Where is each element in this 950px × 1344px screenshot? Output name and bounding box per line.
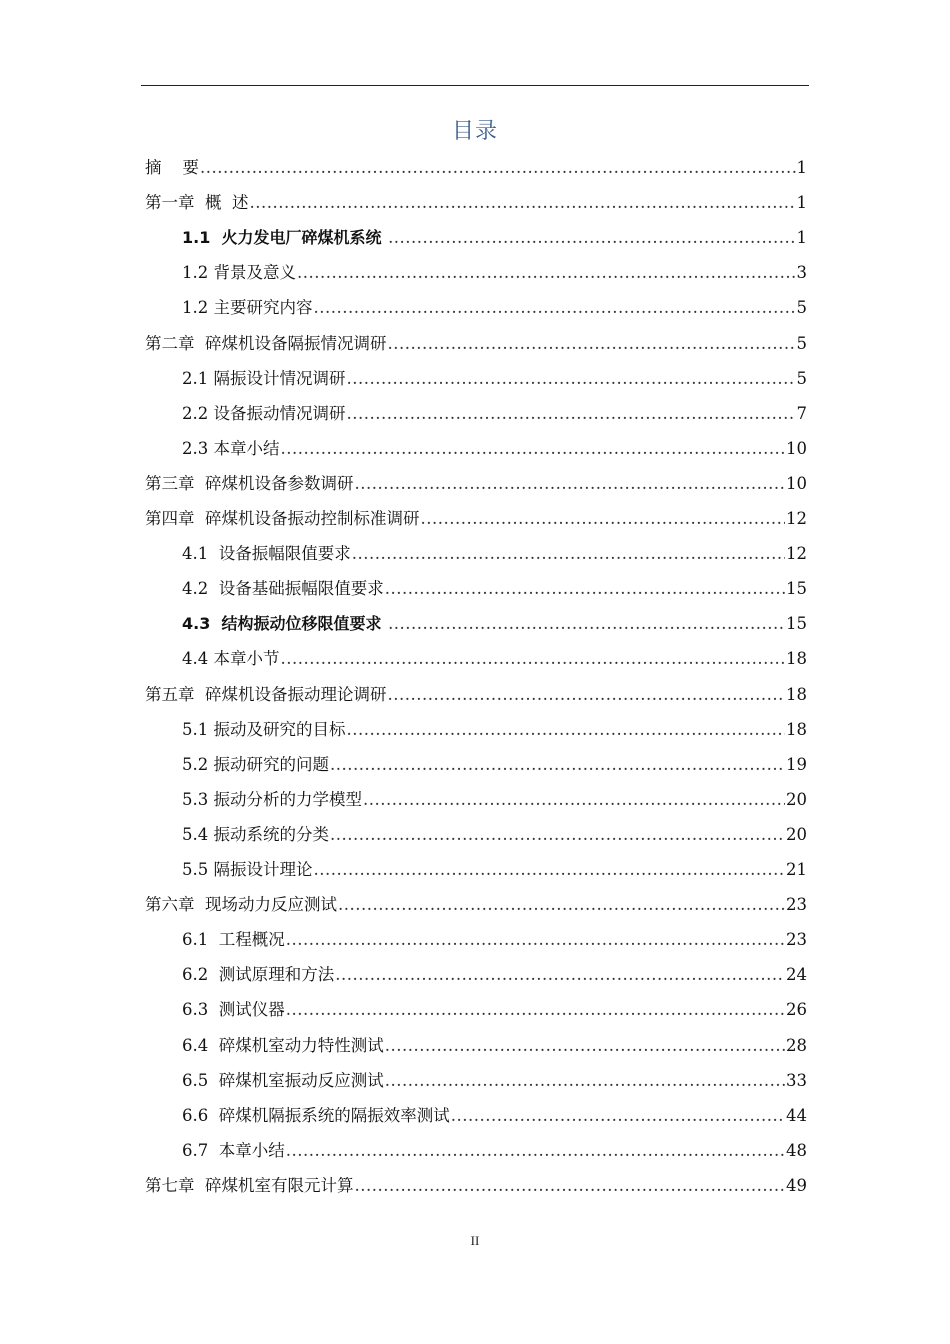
- toc-dot-leader: [335, 965, 785, 985]
- toc-dot-leader: [286, 1000, 785, 1020]
- page-title: 目录: [451, 119, 498, 144]
- toc-dot-leader: [421, 509, 786, 529]
- toc-section-entry[interactable]: [182, 784, 807, 810]
- toc-dot-leader: [347, 404, 796, 424]
- toc-entry-page: 5: [796, 368, 807, 388]
- toc-dot-leader: [338, 895, 785, 915]
- toc-entry-label: 4.4 本章小节: [182, 649, 280, 669]
- toc-entry-label: 第一章 概 述: [145, 193, 249, 213]
- toc-entry-page: 21: [786, 860, 807, 879]
- page-number: II: [470, 1233, 480, 1248]
- toc-entry-label: 5.5 隔振设计理论: [182, 860, 313, 879]
- toc-entry-page: 23: [786, 895, 807, 915]
- toc-chapter-entry[interactable]: [145, 889, 807, 915]
- toc-section-entry[interactable]: [182, 292, 807, 318]
- toc-section-entry[interactable]: [182, 924, 807, 950]
- toc-entry-page: 20: [786, 789, 807, 809]
- toc-dot-leader: [330, 825, 785, 845]
- toc-dot-leader: [388, 685, 786, 705]
- toc-entry-label: 6.1 工程概况: [182, 930, 285, 950]
- toc-section-entry[interactable]: [182, 363, 807, 389]
- toc-section-entry[interactable]: [182, 398, 807, 424]
- toc-section-entry[interactable]: [182, 714, 807, 740]
- toc-section-entry[interactable]: [182, 994, 807, 1020]
- toc-dot-leader: [249, 193, 795, 213]
- toc-dot-leader: [347, 720, 786, 740]
- toc-entry-page: 48: [786, 1140, 807, 1160]
- toc-dot-leader: [385, 1036, 785, 1056]
- toc-entry-page: 23: [786, 930, 807, 950]
- toc-section-entry[interactable]: [182, 608, 807, 634]
- toc-entry-label: 6.3 测试仪器: [182, 1000, 285, 1020]
- toc-dot-leader: [388, 334, 796, 354]
- toc-entry-page: 5: [796, 298, 807, 318]
- toc-entry-page: 26: [786, 1000, 807, 1020]
- toc-section-entry[interactable]: [182, 819, 807, 845]
- toc-dot-leader: [352, 544, 785, 564]
- toc-entry-label: 4.3 结构振动位移限值要求: [182, 614, 388, 634]
- toc-chapter-entry[interactable]: [145, 679, 807, 705]
- toc-dot-leader: [286, 930, 785, 950]
- toc-dot-leader: [200, 158, 796, 178]
- toc-entry-label: 6.7 本章小结: [182, 1140, 285, 1160]
- toc-dot-leader: [347, 369, 796, 389]
- toc-chapter-entry[interactable]: [145, 503, 807, 529]
- toc-section-entry[interactable]: [182, 573, 807, 599]
- toc-entry-page: 15: [786, 579, 807, 599]
- toc-chapter-entry[interactable]: [145, 468, 807, 494]
- toc-section-entry[interactable]: [182, 1135, 807, 1161]
- toc-entry-page: 28: [786, 1035, 807, 1055]
- toc-section-entry[interactable]: [182, 749, 807, 775]
- toc-section-entry[interactable]: [182, 1065, 807, 1091]
- toc-dot-leader: [388, 228, 795, 248]
- header-rule: [141, 85, 809, 86]
- toc-dot-leader: [314, 298, 796, 318]
- toc-entry-label: 5.4 振动系统的分类: [182, 824, 329, 844]
- toc-section-entry[interactable]: [182, 433, 807, 459]
- toc-entry-page: 33: [786, 1070, 807, 1090]
- toc-entry-page: 12: [786, 544, 807, 564]
- toc-entry-label: 第三章 碎煤机设备参数调研: [145, 473, 354, 493]
- toc-section-entry[interactable]: [182, 643, 807, 669]
- toc-section-entry[interactable]: [182, 854, 807, 880]
- toc-entry-label: 5.1 振动及研究的目标: [182, 719, 346, 739]
- toc-entry-page: 15: [786, 614, 807, 634]
- toc-entry-label: 第四章 碎煤机设备振动控制标准调研: [145, 509, 420, 528]
- toc-entry-label: 4.2 设备基础振幅限值要求: [182, 579, 384, 599]
- toc-entry-label: 摘 要: [145, 158, 199, 177]
- toc-section-entry[interactable]: [182, 257, 807, 283]
- toc-entry-label: 2.1 隔振设计情况调研: [182, 368, 346, 388]
- toc-dot-leader: [451, 1106, 785, 1126]
- toc-entry-label: 第五章 碎煤机设备振动理论调研: [145, 684, 387, 704]
- toc-entry-label: 5.2 振动研究的问题: [182, 754, 329, 774]
- toc-section-entry[interactable]: [182, 1100, 807, 1126]
- toc-dot-leader: [385, 1071, 785, 1091]
- toc-entry-label: 6.4 碎煤机室动力特性测试: [182, 1035, 384, 1055]
- toc-entry-label: 6.5 碎煤机室振动反应测试: [182, 1070, 384, 1090]
- toc-entry-page: 12: [786, 509, 807, 528]
- toc-entry-label: 第六章 现场动力反应测试: [145, 895, 337, 915]
- toc-entry-page: 49: [786, 1175, 807, 1195]
- toc-entry-label: 6.2 测试原理和方法: [182, 965, 335, 985]
- toc-section-entry[interactable]: [182, 1030, 807, 1056]
- toc-entry-label: 1.1 火力发电厂碎煤机系统: [182, 228, 388, 248]
- toc-entry-page: 20: [786, 824, 807, 844]
- toc-dot-leader: [286, 1141, 785, 1161]
- toc-entry-page: 10: [786, 473, 807, 493]
- toc-entry-label: 4.1 设备振幅限值要求: [182, 544, 351, 564]
- toc-chapter-entry[interactable]: [145, 1170, 807, 1196]
- toc-entry-page: 1: [796, 228, 807, 248]
- toc-dot-leader: [297, 263, 796, 283]
- toc-chapter-entry[interactable]: [145, 187, 807, 213]
- toc-entry-page: 24: [786, 965, 807, 985]
- toc-chapter-entry[interactable]: [145, 152, 807, 178]
- toc-entry-label: 第二章 碎煤机设备隔振情况调研: [145, 333, 387, 353]
- toc-dot-leader: [388, 614, 785, 634]
- toc-entry-page: 10: [786, 438, 807, 458]
- toc-chapter-entry[interactable]: [145, 328, 807, 354]
- toc-section-entry[interactable]: [182, 222, 807, 248]
- toc-entry-label: 第七章 碎煤机室有限元计算: [145, 1175, 354, 1195]
- toc-dot-leader: [385, 579, 785, 599]
- toc-entry-page: 5: [796, 333, 807, 353]
- toc-dot-leader: [281, 649, 786, 669]
- toc-entry-label: 1.2 背景及意义: [182, 263, 296, 283]
- toc-entry-page: 1: [796, 193, 807, 213]
- toc-dot-leader: [363, 790, 785, 810]
- toc-entry-label: 1.2 主要研究内容: [182, 298, 313, 318]
- toc-entry-label: 6.6 碎煤机隔振系统的隔振效率测试: [182, 1105, 450, 1125]
- toc-entry-page: 19: [786, 754, 807, 774]
- toc-entry-page: 18: [786, 649, 807, 669]
- toc-dot-leader: [330, 755, 785, 775]
- toc-entry-page: 18: [786, 684, 807, 704]
- toc-dot-leader: [355, 1176, 786, 1196]
- toc-section-entry[interactable]: [182, 538, 807, 564]
- toc-entry-page: 1: [796, 158, 807, 177]
- toc-entry-page: 44: [786, 1105, 807, 1125]
- toc-section-entry[interactable]: [182, 959, 807, 985]
- toc-entry-page: 18: [786, 719, 807, 739]
- toc-entry-page: 7: [796, 403, 807, 423]
- toc-dot-leader: [314, 860, 786, 880]
- toc-entry-page: 3: [796, 263, 807, 283]
- toc-dot-leader: [355, 474, 786, 494]
- toc-dot-leader: [281, 439, 786, 459]
- toc-entry-label: 2.2 设备振动情况调研: [182, 403, 346, 423]
- toc-entry-label: 5.3 振动分析的力学模型: [182, 789, 362, 809]
- toc-entry-label: 2.3 本章小结: [182, 438, 280, 458]
